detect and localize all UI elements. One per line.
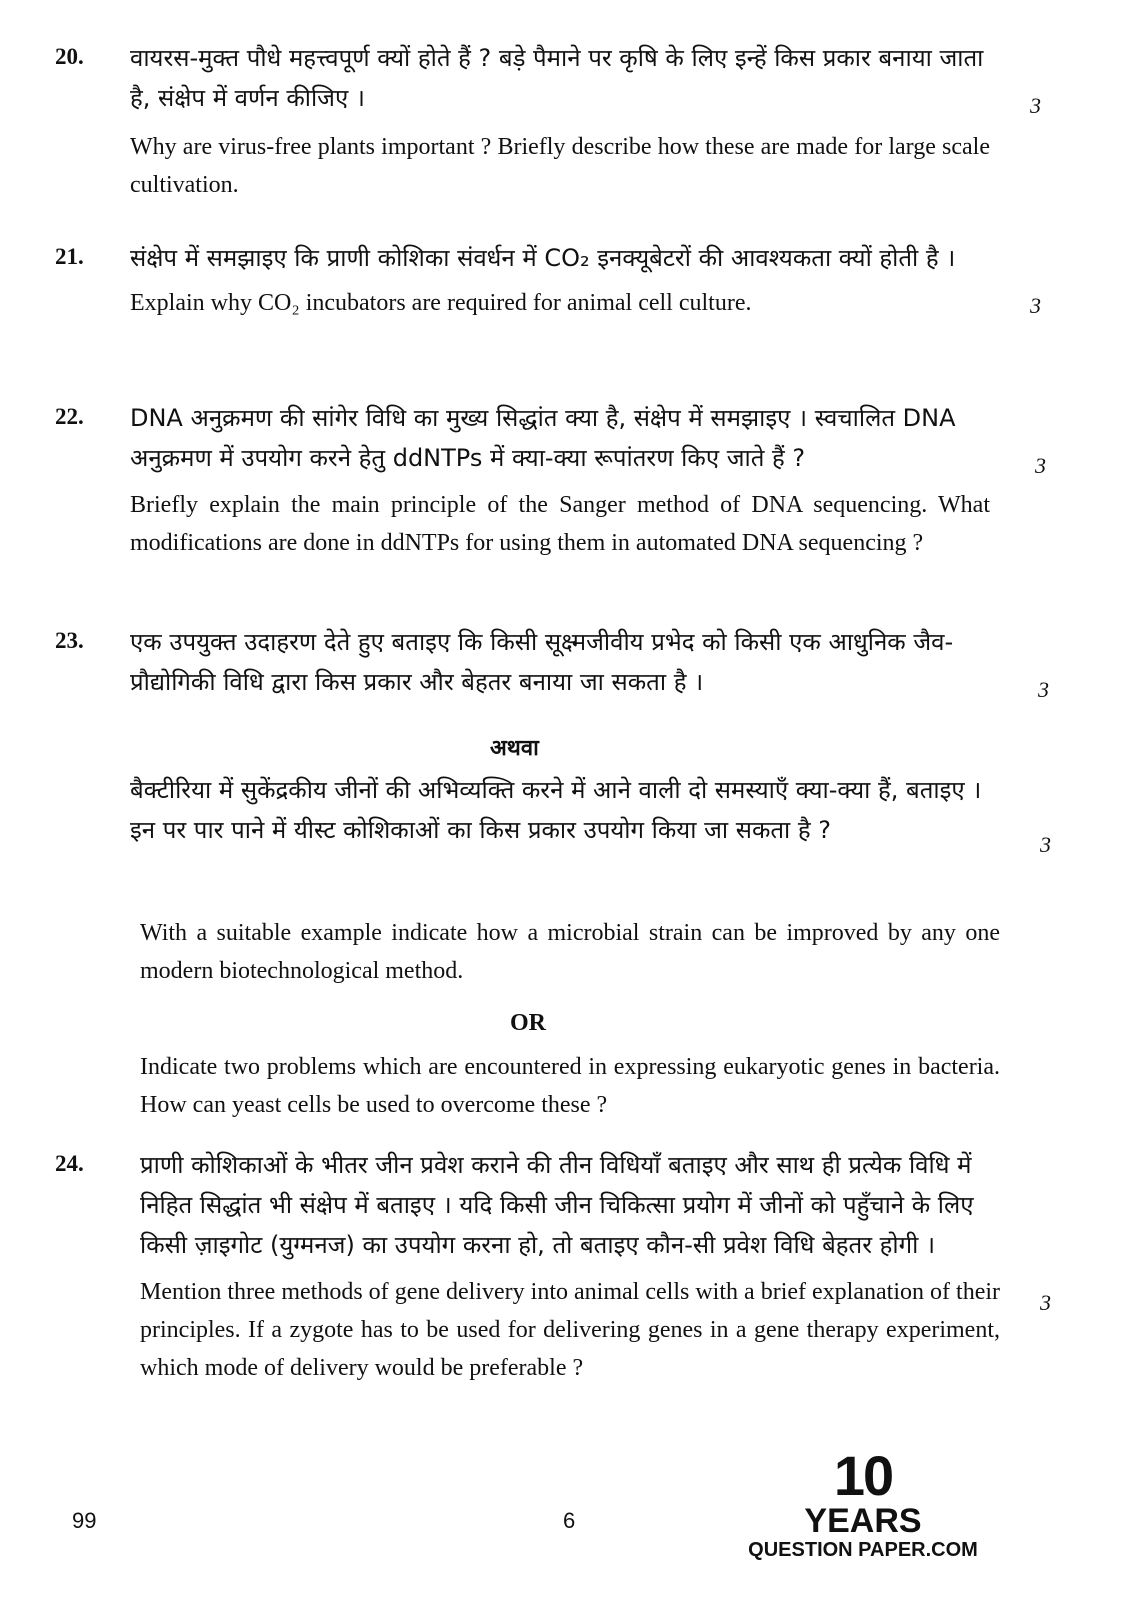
hindi-text: DNA अनुक्रमण की सांगेर विधि का मुख्य सिद्धांत क्या है, संक्षेप में समझाइए । स्वचालित DNA अनुक्रमण में उपयोग करने हेतु ddNTPs में क्या-क्या रूपांतरण किए जाते हैं ?: [130, 404, 956, 472]
question-number: 20.: [55, 44, 84, 69]
paper-code: 99: [72, 1508, 97, 1533]
hindi-text: एक उपयुक्त उदाहरण देते हुए बताइए कि किसी सूक्ष्मजीवीय प्रभेद को किसी एक आधुनिक जैव-प्रौद्योगिकी विधि द्वारा किस प्रकार और बेहतर बनाया जा सकता है ।: [130, 628, 954, 696]
english-text: Why are virus-free plants important ? Briefly describe how these are made for large scale cultivation.: [130, 134, 990, 198]
question-21: [55, 238, 1055, 368]
page-number: 6: [563, 1508, 576, 1533]
question-number: 22.: [55, 404, 84, 429]
marks: 3: [1030, 93, 1041, 118]
question-body: [130, 238, 990, 322]
english-text: Mention three methods of gene delivery into animal cells with a brief explanation of their principles. If a zygote has to be used for delivering genes in a gene therapy experiment, which mode of delivery would be preferable ?: [140, 1279, 1000, 1381]
english-body: [140, 914, 1000, 990]
logo-number: 10: [833, 1444, 893, 1507]
hindi-text: प्राणी कोशिकाओं के भीतर जीन प्रवेश कराने की तीन विधियाँ बताइए और साथ ही प्रत्येक विधि में निहित सिद्धांत भी संक्षेप में बताइए । यदि किसी जीन चिकित्सा प्रयोग में जीनों को पहुँचाने के लिए किसी ज़ाइगोट (युग्मनज) का उपयोग करना हो, तो बताइए कौन-सी प्रवेश विधि बेहतर होगी ।: [140, 1151, 974, 1259]
logo-site: QUESTION PAPER.COM: [748, 1539, 978, 1561]
question-24: [55, 1145, 1055, 1475]
question-20: [55, 38, 1055, 208]
question-number: 23.: [55, 628, 84, 653]
alt-hindi-text: बैक्टीरिया में सुकेंद्रकीय जीनों की अभिव्यक्ति करने में आने वाली दो समस्याएँ क्या-क्या हैं, बताइए । इन पर पार पाने में यीस्ट कोशिकाओं का किस प्रकार उपयोग किया जा सकता है ?: [130, 776, 982, 844]
english-text: With a suitable example indicate how a microbial strain can be improved by any one modern biotechnological method.: [140, 920, 1000, 984]
marks: 3: [1035, 453, 1046, 478]
logo-word: YEARS: [804, 1502, 922, 1540]
ten-years-logo: [748, 1444, 978, 1562]
alt-english-text: Indicate two problems which are encountered in expressing eukaryotic genes in bacteria. How can yeast cells be used to overcome these ?: [140, 1054, 1000, 1118]
marks: 3: [1040, 1290, 1051, 1315]
or-english: OR: [510, 1010, 546, 1036]
alt-question-body: [130, 770, 990, 850]
hindi-text: वायरस-मुक्त पौधे महत्त्वपूर्ण क्यों होते हैं ? बड़े पैमाने पर कृषि के लिए इन्हें किस प्रकार बनाया जाता है, संक्षेप में वर्णन कीजिए ।: [130, 44, 984, 112]
question-body: [130, 38, 990, 204]
question-22: [55, 398, 1055, 598]
marks: 3: [1038, 677, 1049, 702]
alt-marks: 3: [1040, 832, 1051, 857]
english-text: Explain why CO₂ incubators are required for animal cell culture.: [130, 290, 752, 316]
question-body: [130, 622, 990, 702]
alt-english-body: [140, 1048, 1000, 1124]
hindi-text: संक्षेप में समझाइए कि प्राणी कोशिका संवर्धन में CO₂ इनक्यूबेटरों की आवश्यकता क्यों होती है ।: [130, 244, 956, 272]
question-number: 24.: [55, 1151, 84, 1176]
marks: 3: [1030, 293, 1041, 318]
english-text: Briefly explain the main principle of the Sanger method of DNA sequencing. What modifications are done in ddNTPs for using them in automated DNA sequencing ?: [130, 492, 990, 556]
question-number: 21.: [55, 244, 84, 269]
or-hindi: अथवा: [490, 736, 539, 761]
question-body: [140, 1145, 1000, 1387]
question-body: [130, 398, 990, 562]
question-23: [55, 622, 1055, 1122]
